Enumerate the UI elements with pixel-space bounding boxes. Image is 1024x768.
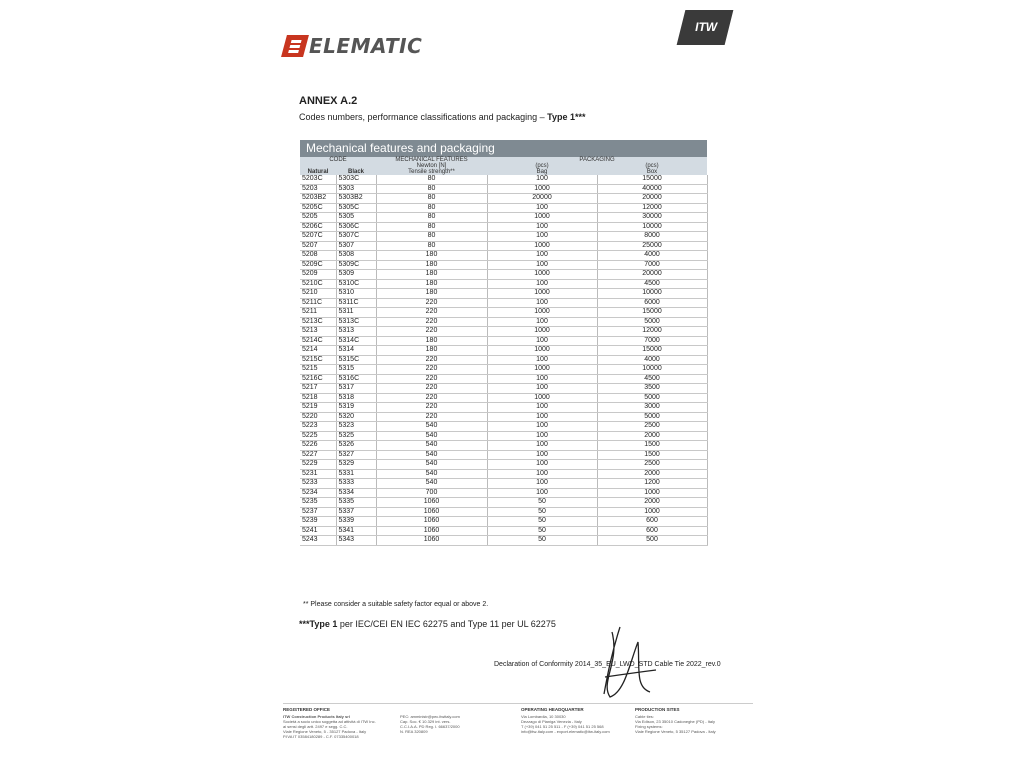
table-row bbox=[300, 498, 707, 508]
table-cell: 100 bbox=[487, 450, 597, 460]
table-row bbox=[300, 526, 707, 536]
elematic-logo bbox=[284, 32, 422, 60]
table-cell: 1000 bbox=[487, 365, 597, 375]
table-cell: 5241 bbox=[300, 526, 336, 536]
table-cell: 5215 bbox=[300, 365, 336, 375]
table-cell: 180 bbox=[376, 270, 487, 280]
table-cell: 4000 bbox=[597, 251, 707, 261]
footer-line: Cable ties: bbox=[635, 714, 654, 719]
table-cell: 1000 bbox=[597, 507, 707, 517]
table-row bbox=[300, 536, 707, 546]
footer-line: ITW Construction Products Italy srl bbox=[283, 714, 350, 719]
footer-line: Dezzago di Pianiga Venezia - Italy bbox=[521, 719, 582, 724]
table-cell: 180 bbox=[376, 251, 487, 261]
table-row bbox=[300, 450, 707, 460]
table-cell: 80 bbox=[376, 213, 487, 223]
table-cell: 220 bbox=[376, 374, 487, 384]
footer-line: N. REA 320809 bbox=[400, 729, 428, 734]
footer-production-title: PRODUCTION SITES bbox=[635, 707, 680, 712]
itw-logo-text: ITW bbox=[695, 20, 718, 34]
table-cell: 5308 bbox=[336, 251, 376, 261]
table-cell: 220 bbox=[376, 355, 487, 365]
table-cell: 1000 bbox=[487, 270, 597, 280]
table-cell: 180 bbox=[376, 279, 487, 289]
table-cell: 5215C bbox=[300, 355, 336, 365]
table-cell: 5303B2 bbox=[336, 194, 376, 204]
table-cell: 100 bbox=[487, 469, 597, 479]
table-cell: 15000 bbox=[597, 175, 707, 184]
table-row bbox=[300, 431, 707, 441]
table-cell: 220 bbox=[376, 327, 487, 337]
table-cell: 5229 bbox=[300, 460, 336, 470]
table-row bbox=[300, 384, 707, 394]
table-cell: 1060 bbox=[376, 536, 487, 546]
table-cell: 5223 bbox=[300, 422, 336, 432]
annex-subtitle bbox=[299, 112, 586, 122]
table-cell: 5307C bbox=[336, 232, 376, 242]
logo-text: ELEMATIC bbox=[309, 34, 423, 58]
table-row bbox=[300, 251, 707, 261]
footer-pec bbox=[400, 714, 460, 734]
table-row bbox=[300, 317, 707, 327]
mechanical-table bbox=[300, 140, 707, 546]
table-row bbox=[300, 393, 707, 403]
table-cell: 5315C bbox=[336, 355, 376, 365]
table-cell: 220 bbox=[376, 308, 487, 318]
table-row bbox=[300, 241, 707, 251]
table-cell: 1060 bbox=[376, 498, 487, 508]
table-cell: 2500 bbox=[597, 460, 707, 470]
header-pcs-bag: (pcs) bbox=[487, 163, 597, 169]
table-row bbox=[300, 175, 707, 184]
table-cell: 1000 bbox=[487, 346, 597, 356]
table-row bbox=[300, 460, 707, 470]
footer-line: Società a socio unico soggetta ad attività di ITW Inc. bbox=[283, 719, 376, 724]
table-cell: 10000 bbox=[597, 365, 707, 375]
table-cell: 5206C bbox=[300, 222, 336, 232]
table-cell: 1200 bbox=[597, 479, 707, 489]
codes-table bbox=[300, 157, 708, 546]
table-cell: 5306C bbox=[336, 222, 376, 232]
table-cell: 5335 bbox=[336, 498, 376, 508]
table-cell: 20000 bbox=[487, 194, 597, 204]
table-cell: 600 bbox=[597, 526, 707, 536]
table-cell: 100 bbox=[487, 412, 597, 422]
table-cell: 80 bbox=[376, 194, 487, 204]
table-cell: 5309 bbox=[336, 270, 376, 280]
table-cell: 5203 bbox=[300, 184, 336, 194]
table-cell: 80 bbox=[376, 203, 487, 213]
table-row bbox=[300, 355, 707, 365]
table-cell: 7000 bbox=[597, 260, 707, 270]
table-cell: 100 bbox=[487, 298, 597, 308]
table-row bbox=[300, 517, 707, 527]
table-cell: 220 bbox=[376, 384, 487, 394]
table-cell: 5219 bbox=[300, 403, 336, 413]
table-cell: 5209 bbox=[300, 270, 336, 280]
table-cell: 5311C bbox=[336, 298, 376, 308]
table-cell: 1000 bbox=[487, 184, 597, 194]
footer-divider bbox=[283, 703, 753, 704]
table-cell: 5237 bbox=[300, 507, 336, 517]
table-cell: 540 bbox=[376, 460, 487, 470]
table-row bbox=[300, 298, 707, 308]
table-cell: 8000 bbox=[597, 232, 707, 242]
table-cell: 5334 bbox=[336, 488, 376, 498]
footer-registered-title: REGISTERED OFFICE bbox=[283, 707, 331, 712]
table-cell: 1000 bbox=[487, 308, 597, 318]
table-cell: 5218 bbox=[300, 393, 336, 403]
table-row bbox=[300, 279, 707, 289]
table-cell: 50 bbox=[487, 498, 597, 508]
footer-line: Fixing systems: bbox=[635, 724, 663, 729]
table-cell: 100 bbox=[487, 279, 597, 289]
table-cell: 20000 bbox=[597, 194, 707, 204]
table-cell: 540 bbox=[376, 469, 487, 479]
table-cell: 4500 bbox=[597, 374, 707, 384]
type1-note bbox=[299, 619, 556, 629]
table-cell: 100 bbox=[487, 403, 597, 413]
table-cell: 100 bbox=[487, 317, 597, 327]
table-cell: 5207 bbox=[300, 241, 336, 251]
table-cell: 15000 bbox=[597, 346, 707, 356]
footer-operating-title: OPERATING HEADQUARTER bbox=[521, 707, 584, 712]
table-cell: 1060 bbox=[376, 526, 487, 536]
table-cell: 80 bbox=[376, 222, 487, 232]
table-cell: 100 bbox=[487, 260, 597, 270]
table-cell: 5314C bbox=[336, 336, 376, 346]
table-cell: 1000 bbox=[597, 488, 707, 498]
table-cell: 50 bbox=[487, 517, 597, 527]
table-cell: 220 bbox=[376, 412, 487, 422]
table-cell: 5333 bbox=[336, 479, 376, 489]
table-cell: 5309C bbox=[336, 260, 376, 270]
table-cell: 100 bbox=[487, 175, 597, 184]
table-cell: 540 bbox=[376, 479, 487, 489]
table-cell: 5320 bbox=[336, 412, 376, 422]
footer-line: T (+39) 041 51 25 511 - F (+39) 041 51 25 568 bbox=[521, 724, 604, 729]
footer-line: Viale Regione Veneto, 5 35127 Padova - Italy bbox=[635, 729, 716, 734]
table-row bbox=[300, 213, 707, 223]
table-cell: 5220 bbox=[300, 412, 336, 422]
table-cell: 5327 bbox=[336, 450, 376, 460]
elematic-logo-icon bbox=[281, 35, 309, 57]
table-cell: 100 bbox=[487, 441, 597, 451]
table-cell: 540 bbox=[376, 422, 487, 432]
table-cell: 7000 bbox=[597, 336, 707, 346]
table-cell: 5000 bbox=[597, 412, 707, 422]
table-cell: 5313C bbox=[336, 317, 376, 327]
declaration: Declaration of Conformity 2014_35_EU_LWD_STD Cable Tie 2022_rev.0 bbox=[494, 661, 721, 668]
table-cell: 1000 bbox=[487, 393, 597, 403]
table-cell: 220 bbox=[376, 317, 487, 327]
table-cell: 1000 bbox=[487, 241, 597, 251]
table-cell: 5210C bbox=[300, 279, 336, 289]
table-row bbox=[300, 346, 707, 356]
table-cell: 5231 bbox=[300, 469, 336, 479]
table-cell: 1060 bbox=[376, 507, 487, 517]
table-cell: 5303C bbox=[336, 175, 376, 184]
header-newton: Newton [N] bbox=[376, 163, 487, 169]
table-row bbox=[300, 403, 707, 413]
table-cell: 6000 bbox=[597, 298, 707, 308]
table-cell: 5326 bbox=[336, 441, 376, 451]
table-row bbox=[300, 479, 707, 489]
table-row bbox=[300, 222, 707, 232]
table-cell: 5235 bbox=[300, 498, 336, 508]
table-cell: 5227 bbox=[300, 450, 336, 460]
subtitle-bold: Type 1*** bbox=[547, 112, 586, 122]
table-cell: 180 bbox=[376, 336, 487, 346]
table-cell: 5000 bbox=[597, 317, 707, 327]
header-box: Box bbox=[597, 169, 707, 175]
table-cell: 1500 bbox=[597, 441, 707, 451]
table-cell: 100 bbox=[487, 203, 597, 213]
footer-line: PEC: amministr@pec.itwitaly.com bbox=[400, 714, 460, 719]
table-row bbox=[300, 412, 707, 422]
table-cell: 5211 bbox=[300, 308, 336, 318]
footer-line: Viale Regione Veneto, 5 - 35127 Padova - Italy bbox=[283, 729, 367, 734]
table-cell: 15000 bbox=[597, 308, 707, 318]
table-cell: 5211C bbox=[300, 298, 336, 308]
table-cell: 5217 bbox=[300, 384, 336, 394]
table-cell: 1000 bbox=[487, 213, 597, 223]
footer-registered bbox=[283, 707, 376, 739]
table-row bbox=[300, 441, 707, 451]
table-cell: 12000 bbox=[597, 327, 707, 337]
table-row bbox=[300, 507, 707, 517]
footer-line: Cap. Soc. € 10.329 int. vers. bbox=[400, 719, 451, 724]
footer-operating bbox=[521, 707, 610, 734]
table-row bbox=[300, 327, 707, 337]
table-row bbox=[300, 203, 707, 213]
table-cell: 5210 bbox=[300, 289, 336, 299]
table-cell: 5310 bbox=[336, 289, 376, 299]
table-row bbox=[300, 232, 707, 242]
table-cell: 180 bbox=[376, 289, 487, 299]
table-cell: 5343 bbox=[336, 536, 376, 546]
table-cell: 5316C bbox=[336, 374, 376, 384]
table-cell: 100 bbox=[487, 336, 597, 346]
table-cell: 50 bbox=[487, 536, 597, 546]
table-cell: 220 bbox=[376, 298, 487, 308]
table-cell: 80 bbox=[376, 175, 487, 184]
table-cell: 80 bbox=[376, 241, 487, 251]
header-bag: Bag bbox=[487, 169, 597, 175]
table-cell: 100 bbox=[487, 431, 597, 441]
table-cell: 3000 bbox=[597, 403, 707, 413]
table-cell: 5209C bbox=[300, 260, 336, 270]
footer-line: info@itw-italy.com - export.elematic@itw-italy.com bbox=[521, 729, 610, 734]
header-packaging: PACKAGING bbox=[487, 157, 707, 163]
table-cell: 20000 bbox=[597, 270, 707, 280]
footer-line: Via Lombardia, 10 30030 bbox=[521, 714, 566, 719]
table-row bbox=[300, 336, 707, 346]
footer-line: ai sensi degli artt. 2497 e segg. C.C. bbox=[283, 724, 348, 729]
type1-bold: ***Type 1 bbox=[299, 619, 338, 629]
header-code: CODE bbox=[300, 157, 376, 163]
table-cell: 5216C bbox=[300, 374, 336, 384]
table-cell: 5337 bbox=[336, 507, 376, 517]
table-cell: 1500 bbox=[597, 450, 707, 460]
table-cell: 5213C bbox=[300, 317, 336, 327]
subtitle-text: Codes numbers, performance classifications and packaging – bbox=[299, 112, 548, 122]
table-cell: 540 bbox=[376, 431, 487, 441]
table-cell: 5305C bbox=[336, 203, 376, 213]
table-cell: 5314 bbox=[336, 346, 376, 356]
table-cell: 5305 bbox=[336, 213, 376, 223]
table-cell: 5323 bbox=[336, 422, 376, 432]
table-row bbox=[300, 488, 707, 498]
table-cell: 30000 bbox=[597, 213, 707, 223]
table-cell: 5339 bbox=[336, 517, 376, 527]
header-mech: MECHANICAL FEATURES bbox=[376, 157, 487, 163]
table-cell: 5225 bbox=[300, 431, 336, 441]
table-cell: 180 bbox=[376, 260, 487, 270]
table-cell: 100 bbox=[487, 460, 597, 470]
footer-production bbox=[635, 707, 716, 734]
table-cell: 180 bbox=[376, 346, 487, 356]
table-row bbox=[300, 374, 707, 384]
table-cell: 25000 bbox=[597, 241, 707, 251]
table-cell: 5203B2 bbox=[300, 194, 336, 204]
table-cell: 50 bbox=[487, 526, 597, 536]
table-row bbox=[300, 270, 707, 280]
table-cell: 5207C bbox=[300, 232, 336, 242]
table-cell: 5234 bbox=[300, 488, 336, 498]
table-cell: 100 bbox=[487, 222, 597, 232]
table-cell: 5239 bbox=[300, 517, 336, 527]
table-cell: 5233 bbox=[300, 479, 336, 489]
table-cell: 540 bbox=[376, 441, 487, 451]
table-cell: 1060 bbox=[376, 517, 487, 527]
table-cell: 100 bbox=[487, 479, 597, 489]
table-row bbox=[300, 422, 707, 432]
header-tensile: Tensile strength** bbox=[376, 169, 487, 175]
table-row bbox=[300, 260, 707, 270]
footnote: ** Please consider a suitable safety factor equal or above 2. bbox=[303, 601, 489, 608]
table-cell: 100 bbox=[487, 251, 597, 261]
table-cell: 220 bbox=[376, 393, 487, 403]
table-cell: 5203C bbox=[300, 175, 336, 184]
table-row bbox=[300, 184, 707, 194]
table-cell: 220 bbox=[376, 403, 487, 413]
table-cell: 5307 bbox=[336, 241, 376, 251]
table-cell: 80 bbox=[376, 232, 487, 242]
header-pcs-box: (pcs) bbox=[597, 163, 707, 169]
table-cell: 12000 bbox=[597, 203, 707, 213]
table-cell: 540 bbox=[376, 450, 487, 460]
table-cell: 3500 bbox=[597, 384, 707, 394]
section-title: Mechanical features and packaging bbox=[300, 140, 707, 157]
footer-line: C.C.I.A.A. PD Reg. I. 66637/2000 bbox=[400, 724, 460, 729]
table-cell: 50 bbox=[487, 507, 597, 517]
table-cell: 220 bbox=[376, 365, 487, 375]
table-cell: 100 bbox=[487, 422, 597, 432]
table-row bbox=[300, 308, 707, 318]
table-cell: 40000 bbox=[597, 184, 707, 194]
table-cell: 5214 bbox=[300, 346, 336, 356]
table-cell: 100 bbox=[487, 232, 597, 242]
table-cell: 5213 bbox=[300, 327, 336, 337]
table-cell: 5214C bbox=[300, 336, 336, 346]
table-cell: 5315 bbox=[336, 365, 376, 375]
table-cell: 80 bbox=[376, 184, 487, 194]
table-cell: 2000 bbox=[597, 431, 707, 441]
table-cell: 5208 bbox=[300, 251, 336, 261]
table-cell: 100 bbox=[487, 488, 597, 498]
footer-line: Via Edison, 23 35010 Cadoneghe (PD) - Italy bbox=[635, 719, 715, 724]
table-cell: 2500 bbox=[597, 422, 707, 432]
annex-title: ANNEX A.2 bbox=[299, 95, 358, 107]
table-row bbox=[300, 365, 707, 375]
type1-rest: per IEC/CEI EN IEC 62275 and Type 11 per UL 62275 bbox=[337, 619, 556, 629]
header-black: Black bbox=[336, 169, 376, 175]
itw-logo bbox=[677, 10, 734, 45]
table-cell: 5317 bbox=[336, 384, 376, 394]
table-cell: 5226 bbox=[300, 441, 336, 451]
table-cell: 5000 bbox=[597, 393, 707, 403]
table-cell: 100 bbox=[487, 384, 597, 394]
table-cell: 4500 bbox=[597, 279, 707, 289]
table-cell: 500 bbox=[597, 536, 707, 546]
table-cell: 5318 bbox=[336, 393, 376, 403]
table-cell: 5313 bbox=[336, 327, 376, 337]
table-cell: 5243 bbox=[300, 536, 336, 546]
table-cell: 5341 bbox=[336, 526, 376, 536]
table-cell: 5205C bbox=[300, 203, 336, 213]
table-cell: 5331 bbox=[336, 469, 376, 479]
table-cell: 5303 bbox=[336, 184, 376, 194]
table-cell: 5311 bbox=[336, 308, 376, 318]
table-cell: 2000 bbox=[597, 469, 707, 479]
table-cell: 10000 bbox=[597, 222, 707, 232]
table-cell: 700 bbox=[376, 488, 487, 498]
table-cell: 1000 bbox=[487, 327, 597, 337]
table-cell: 5310C bbox=[336, 279, 376, 289]
header-natural: Natural bbox=[300, 169, 336, 175]
table-cell: 2000 bbox=[597, 498, 707, 508]
table-cell: 5205 bbox=[300, 213, 336, 223]
table-row bbox=[300, 469, 707, 479]
table-cell: 100 bbox=[487, 374, 597, 384]
table-cell: 5329 bbox=[336, 460, 376, 470]
table-row bbox=[300, 289, 707, 299]
table-cell: 600 bbox=[597, 517, 707, 527]
footer-line: P.IVA IT 03584180289 - C.F. 07335400018 bbox=[283, 734, 359, 739]
table-cell: 100 bbox=[487, 355, 597, 365]
table-row bbox=[300, 194, 707, 204]
table-cell: 5319 bbox=[336, 403, 376, 413]
table-cell: 10000 bbox=[597, 289, 707, 299]
table-cell: 5325 bbox=[336, 431, 376, 441]
table-cell: 4000 bbox=[597, 355, 707, 365]
table-cell: 1000 bbox=[487, 289, 597, 299]
